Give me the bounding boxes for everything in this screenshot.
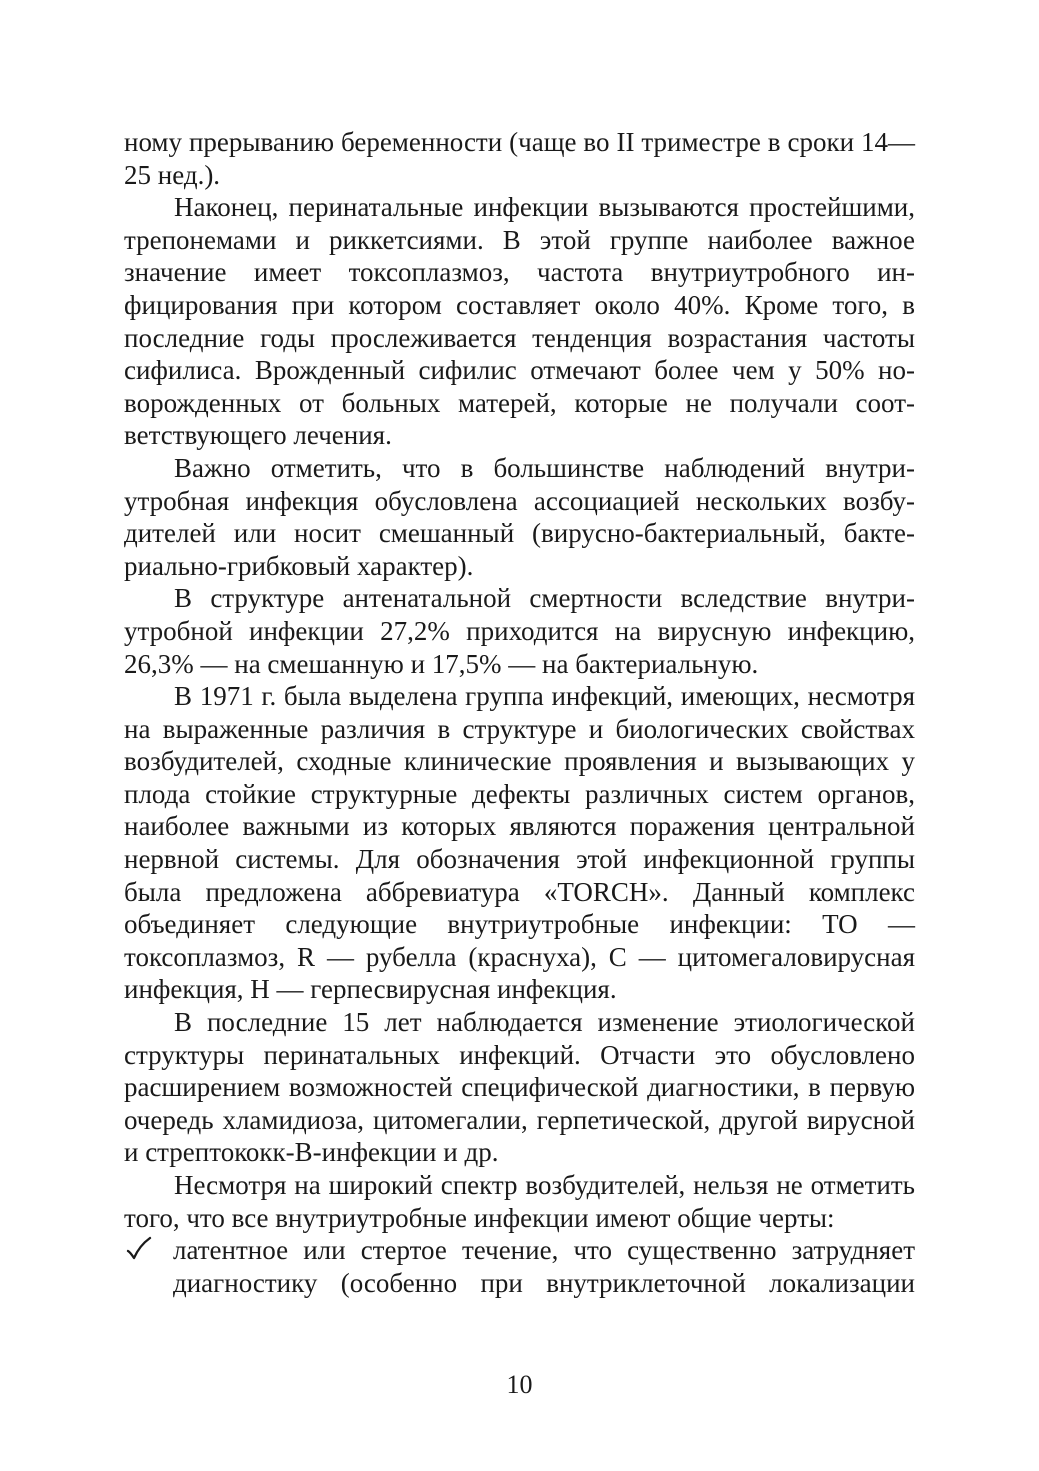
body-text bbox=[124, 126, 915, 1299]
page-number: 10 bbox=[506, 1370, 533, 1399]
paragraph-common-features: Несмотря на широкий спектр возбудителей, нельзя не отметить того, что все внутриутробные инфекции имеют общие черты: bbox=[124, 1170, 915, 1233]
paragraph-continuation: ному прерыванию беременности (чаще во II триместре в сроки 14—25 нед.). bbox=[124, 127, 915, 190]
paragraph-perinatal-infections: Наконец, перинатальные инфекции вызываются простейшими, трепонемами и риккетсиями. В этой группе наиболее важное значение имеет токсоплазмоз, частота внутриутробного инфицирования при котором составляет около 40%. Кроме того, в последние годы прослеживается тенденция возрастания частоты сифилиса. Врожденный сифилис отмечают более чем у 50% новорожденных от больных матерей, которые не получали соответствующего лечения. bbox=[124, 192, 915, 451]
list-item-text: латентное или стертое течение, что существенно затрудняет диагностику (особенно при внутриклеточной локализации bbox=[173, 1235, 915, 1298]
paragraph-torch: В 1971 г. была выделена группа инфекций, имеющих, несмотря на выраженные различия в структуре и биологических свойствах возбудителей, сходные клинические проявления и вызывающих у плода стойкие структурные дефекты различных систем органов, наиболее важными из которых являются поражения центральной нервной системы. Для обозначения этой инфекционной группы была предложена аббревиатура «TORCH». Данный комплекс объединяет следующие внутриутробные инфекции: TO — токсоплазмоз, R — рубелла (краснуха), C — цитомегаловирусная инфекция, H — герпесвирусная инфекция. bbox=[124, 681, 915, 1005]
list-item bbox=[124, 1234, 915, 1299]
paragraph-antenatal-mortality: В структуре антенатальной смертности вследствие внутриутробной инфекции 27,2% приходится на вирусную инфекцию, 26,3% — на смешанную и 17,5% — на бактериальную. bbox=[124, 583, 915, 679]
paragraph-mixed-infection: Важно отметить, что в большинстве наблюдений внутриутробная инфекция обусловлена ассоциацией нескольких возбудителей или носит смешанный (вирусно-бактериальный, бактериально-грибковый характер). bbox=[124, 452, 915, 581]
paragraph-etiology-change: В последние 15 лет наблюдается изменение этиологической структуры перинатальных инфекций. Отчасти это обусловлено расширением возможностей специфической диагностики, в первую очередь хламидиоза, цитомегалии, герпетической, другой вирусной и стрептококк-В-инфекции и др. bbox=[124, 1007, 915, 1168]
checkmark-icon bbox=[126, 1234, 152, 1266]
